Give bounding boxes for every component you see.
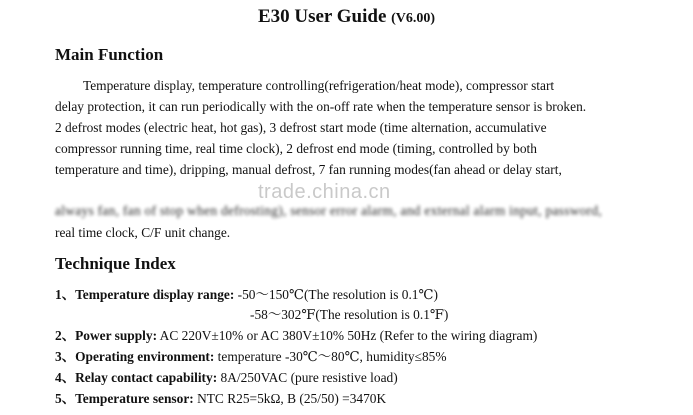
item-value: NTC R25=5kΩ, B (25/50) =3470K bbox=[193, 391, 387, 406]
paragraph-line: Temperature display, temperature controlling(refrigeration/heat mode), compressor start bbox=[83, 78, 555, 93]
main-function-last-line bbox=[55, 222, 645, 243]
paragraph-line: real time clock, C/F unit change. bbox=[55, 225, 231, 240]
technique-item bbox=[55, 347, 447, 367]
item-number: 5、 bbox=[55, 391, 76, 406]
technique-item bbox=[55, 285, 438, 305]
technique-index-heading: Technique Index bbox=[55, 254, 176, 273]
item-number: 1、 bbox=[55, 287, 76, 302]
document-title bbox=[0, 6, 693, 30]
title-version: (V6.00) bbox=[391, 11, 436, 26]
item-number: 4、 bbox=[55, 370, 76, 385]
paragraph-line: temperature and time), dripping, manual defrost, 7 fan running modes(fan ahead or delay start, bbox=[55, 162, 562, 177]
watermark: trade.china.cn bbox=[258, 181, 391, 203]
technique-item bbox=[55, 389, 386, 409]
paragraph-line: delay protection, it can run periodically with the on-off rate when the temperature sensor is broken. bbox=[55, 99, 587, 114]
item-value: temperature -30℃～80℃, humidity≤85% bbox=[214, 349, 447, 364]
item-value: -50～150℃(The resolution is 0.1℃) bbox=[234, 287, 438, 302]
item-label: Temperature sensor: bbox=[75, 391, 194, 406]
technique-item-continuation: -58～302℉(The resolution is 0.1℉) bbox=[250, 307, 449, 322]
obscured-line-text: always fan, fan of stop when defrosting), sensor error alarm, and external alarm input, password, bbox=[55, 203, 603, 218]
paragraph-line: 2 defrost modes (electric heat, hot gas), 3 defrost start mode (time alternation, accumulative bbox=[55, 120, 547, 135]
paragraph-line: compressor running time, real time clock), 2 defrost end mode (timing, controlled by both bbox=[55, 141, 537, 156]
technique-item bbox=[55, 368, 398, 388]
item-label: Power supply: bbox=[75, 328, 158, 343]
item-label: Temperature display range: bbox=[75, 287, 235, 302]
item-label: Relay contact capability: bbox=[75, 370, 218, 385]
item-value: AC 220V±10% or AC 380V±10% 50Hz (Refer to the wiring diagram) bbox=[157, 328, 538, 343]
item-number: 3、 bbox=[55, 349, 76, 364]
item-value: 8A/250VAC (pure resistive load) bbox=[217, 370, 398, 385]
item-number: 2、 bbox=[55, 328, 76, 343]
technique-item bbox=[55, 326, 537, 346]
main-function-paragraph bbox=[55, 75, 645, 180]
title-text: E30 User Guide bbox=[257, 6, 387, 27]
item-label: Operating environment: bbox=[75, 349, 215, 364]
main-function-heading: Main Function bbox=[55, 45, 164, 64]
